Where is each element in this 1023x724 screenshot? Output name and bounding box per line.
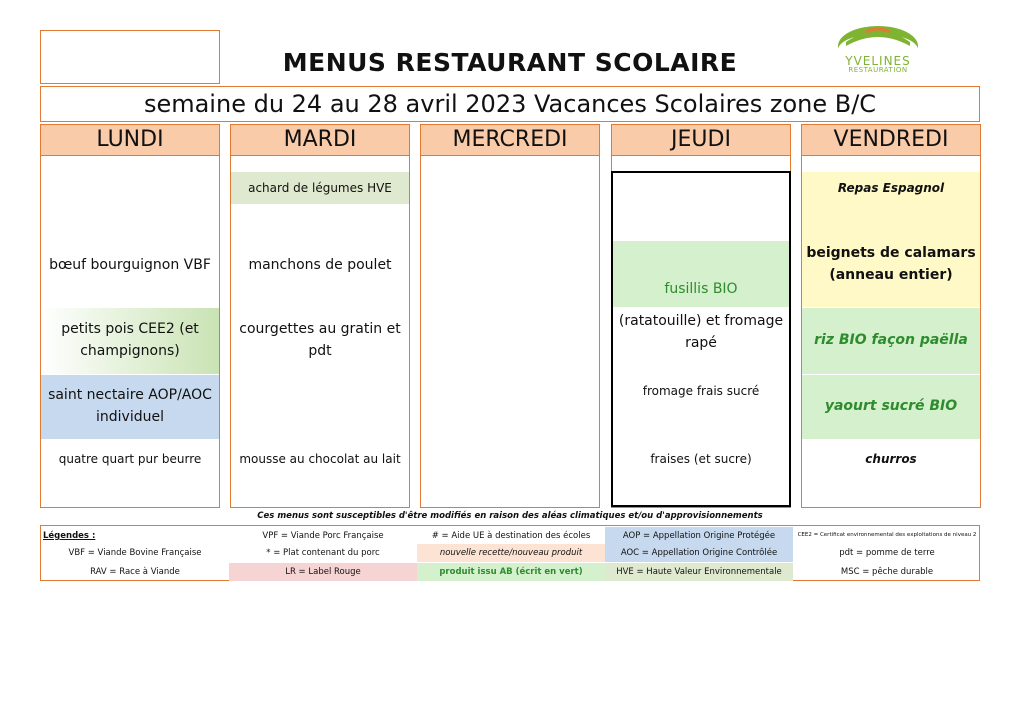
- page-title: MENUS RESTAURANT SCOLAIRE: [282, 48, 738, 77]
- mardi-starter: achard de légumes HVE: [231, 172, 409, 204]
- brand-name: YVELINES: [845, 54, 911, 68]
- legend-nouvelle-recette: nouvelle recette/nouveau produit: [417, 544, 605, 562]
- legend-title: Légendes :: [43, 531, 96, 541]
- jeudi-dessert: fraises (et sucre): [650, 451, 752, 466]
- legend-table: [40, 525, 980, 581]
- legend-aop: AOP = Appellation Origine Protégée: [605, 527, 793, 545]
- day-header-mercredi: MERCREDI: [421, 125, 599, 156]
- mardi-side-dish: courgettes au gratin et pdt: [239, 321, 401, 359]
- vendredi-dessert: churros: [865, 451, 917, 466]
- legend-hve: HVE = Haute Valeur Environnementale: [605, 563, 793, 581]
- brand-icon: [828, 22, 928, 56]
- vendredi-dairy: yaourt sucré BIO: [802, 375, 980, 439]
- jeudi-side-dish: (ratatouille) et fromage rapé: [618, 313, 784, 351]
- legend-rav: RAV = Race à Viande: [90, 567, 180, 577]
- day-column-mardi: [230, 124, 410, 508]
- mardi-main-dish: manchons de poulet: [248, 257, 392, 274]
- legend-cee2: CEE2 = Certificat environnemental des exploitations de niveau 2: [797, 532, 977, 539]
- day-column-vendredi: [801, 124, 981, 508]
- lundi-dessert: quatre quart pur beurre: [58, 451, 202, 466]
- legend-produit-ab: produit issu AB (écrit en vert): [417, 563, 605, 581]
- lundi-cheese: saint nectaire AOP/AOC individuel: [41, 375, 219, 439]
- day-column-lundi: [40, 124, 220, 508]
- vendredi-side-dish: riz BIO façon paëlla: [802, 308, 980, 374]
- legend-msc: MSC = pêche durable: [840, 567, 934, 577]
- legend-aide-ue: # = Aide UE à destination des écoles: [431, 531, 591, 541]
- legend-label-rouge: LR = Label Rouge: [229, 563, 417, 581]
- legend-porc: * = Plat contenant du porc: [266, 548, 380, 558]
- legend-vbf: VBF = Viande Bovine Française: [68, 548, 202, 558]
- day-header-mardi: MARDI: [231, 125, 409, 156]
- jeudi-dairy: fromage frais sucré: [642, 383, 760, 398]
- brand-subtitle: RESTAURATION: [848, 66, 908, 74]
- day-column-mercredi: [420, 124, 600, 508]
- brand-logo: [828, 22, 938, 78]
- lundi-main-dish: bœuf bourguignon VBF: [49, 257, 211, 274]
- day-header-vendredi: VENDREDI: [802, 125, 980, 156]
- jeudi-highlight-frame: [611, 171, 791, 507]
- logo-placeholder-box: [40, 30, 220, 84]
- mardi-dessert: mousse au chocolat au lait: [239, 451, 401, 466]
- vendredi-theme: Repas Espagnol: [837, 180, 945, 195]
- legend-vpf: VPF = Viande Porc Française: [262, 531, 384, 541]
- lundi-side-dish: petits pois CEE2 (et champignons): [41, 308, 219, 374]
- day-header-jeudi: JEUDI: [612, 125, 790, 156]
- disclaimer-note: Ces menus sont susceptibles d'être modifiés en raison des aléas climatiques et/ou d'approvisionnements: [257, 511, 763, 521]
- jeudi-main-dish: fusillis BIO: [612, 241, 790, 307]
- week-banner: semaine du 24 au 28 avril 2023 Vacances Scolaires zone B/C: [40, 86, 980, 122]
- day-header-lundi: LUNDI: [41, 125, 219, 156]
- vendredi-main-dish: beignets de calamars (anneau entier): [806, 245, 976, 283]
- legend-pdt: pdt = pomme de terre: [839, 548, 935, 558]
- legend-aoc: AOC = Appellation Origine Contrôlée: [605, 544, 793, 562]
